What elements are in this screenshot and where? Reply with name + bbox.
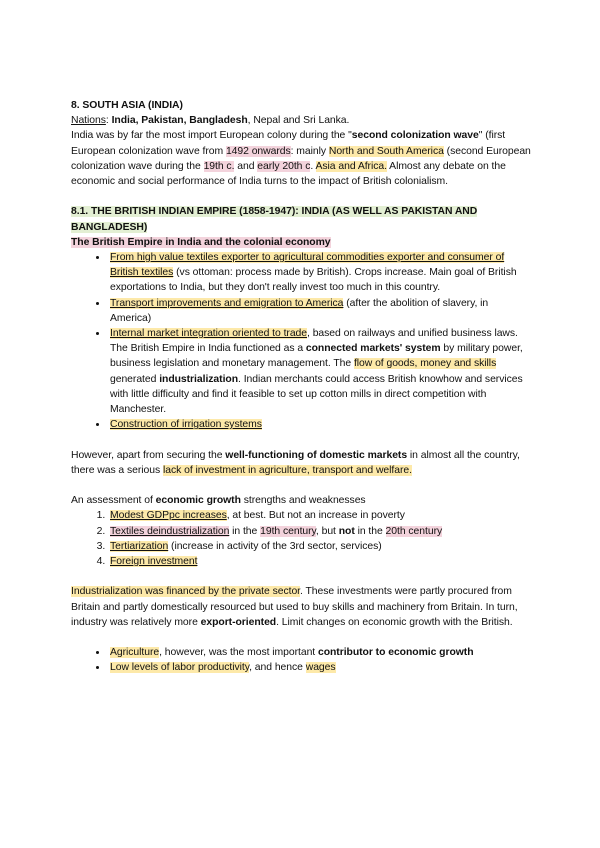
list-item: • Transport improvements and emigration to America (after the abolition of slavery, in America) [108, 296, 531, 326]
foreign-investment-link[interactable]: Foreign investment [110, 556, 198, 568]
gdp-link[interactable]: Modest GDPpc increases [110, 510, 227, 522]
intro-paragraph: India was by far the most import European colony during the "second colonization wave" (first European colonization wave from 1492 onwards: mainly North and South America (second European colonization wave during the 19th c. and early 20th c. Asia and Africa. Almost any debate on the economic and social performance of India turns to the impact of British colonialism. [71, 130, 531, 188]
spacer [71, 630, 531, 645]
list-item: 2. Textiles deindustrialization in the 19th century, but not in the 20th century [108, 524, 531, 539]
list-item: 3. Tertiarization (increase in activity of the 3rd sector, services) [108, 539, 531, 554]
however-paragraph: However, apart from securing the well-functioning of domestic markets in almost all the country, there was a serious lack of investment in agriculture, transport and welfare. [71, 449, 520, 476]
spacer [71, 478, 531, 493]
section-8-title: 8. SOUTH ASIA (INDIA) [71, 100, 183, 111]
spacer [71, 432, 531, 447]
list-item: • Agriculture, however, was the most important contributor to economic growth [108, 645, 531, 660]
nations-list: India, Pakistan, Bangladesh [111, 115, 248, 127]
market-integration-link[interactable]: Internal market integration oriented to trade [110, 328, 308, 340]
irrigation-link[interactable]: Construction of irrigation systems [110, 419, 262, 431]
industrialization-paragraph: Industrialization was financed by the private sector. These investments were partly procured from Britain and partly domestically resourced but used to buy skills and machinery from Britain. In turn, industry was relatively more export-oriented. Limit changes on economic growth with the British. [71, 586, 518, 628]
list-item: • From high value textiles exporter to agricultural commodities exporter and consumer of British textiles (vs ottoman: process made by British). Crops increase. Main goal of British exportations to India, but they don't really invest too much in this country. [108, 250, 531, 296]
document-page [71, 98, 531, 676]
list-item [108, 554, 531, 569]
nations-line: Nations: India, Pakistan, Bangladesh, Nepal and Sri Lanka. [71, 115, 350, 127]
list-item: 1. Modest GDPpc increases, at best. But not an increase in poverty [108, 508, 531, 523]
textiles-link[interactable]: From high value textiles exporter to agricultural commodities exporter and consumer of British textiles [110, 252, 505, 279]
list-item: • Internal market integration oriented to trade, based on railways and unified business laws. The British Empire in India functioned as a connected markets' system by military power, business legislation and monetary management. The flow of goods, money and skills generated industrialization. Indian merchants could access British knowhow and services with little difficulty and find it feasible to set up cotton mills in direct competition with Manchester. [108, 326, 531, 417]
section-8-1-title: 8.1. THE BRITISH INDIAN EMPIRE (1858-1947): INDIA (AS WELL AS PAKISTAN AND BANGLADESH) [71, 206, 478, 233]
list-item [108, 417, 531, 432]
nations-label: Nations [71, 115, 106, 127]
tertiarization-link[interactable]: Tertiarization [110, 540, 169, 552]
section-subtitle: The British Empire in India and the colonial economy [71, 236, 331, 248]
assessment-intro: An assessment of economic growth strengths and weaknesses [71, 495, 366, 507]
spacer [71, 189, 531, 204]
list-item: • Low levels of labor productivity, and hence wages [108, 660, 531, 675]
assessment-list [71, 508, 531, 569]
colonial-economy-list [71, 250, 531, 432]
deindustrialization-link[interactable]: Textiles deindustrialization [110, 525, 230, 537]
spacer [71, 569, 531, 584]
transport-link[interactable]: Transport improvements and emigration to America [110, 297, 344, 309]
growth-contributors-list [71, 645, 531, 675]
